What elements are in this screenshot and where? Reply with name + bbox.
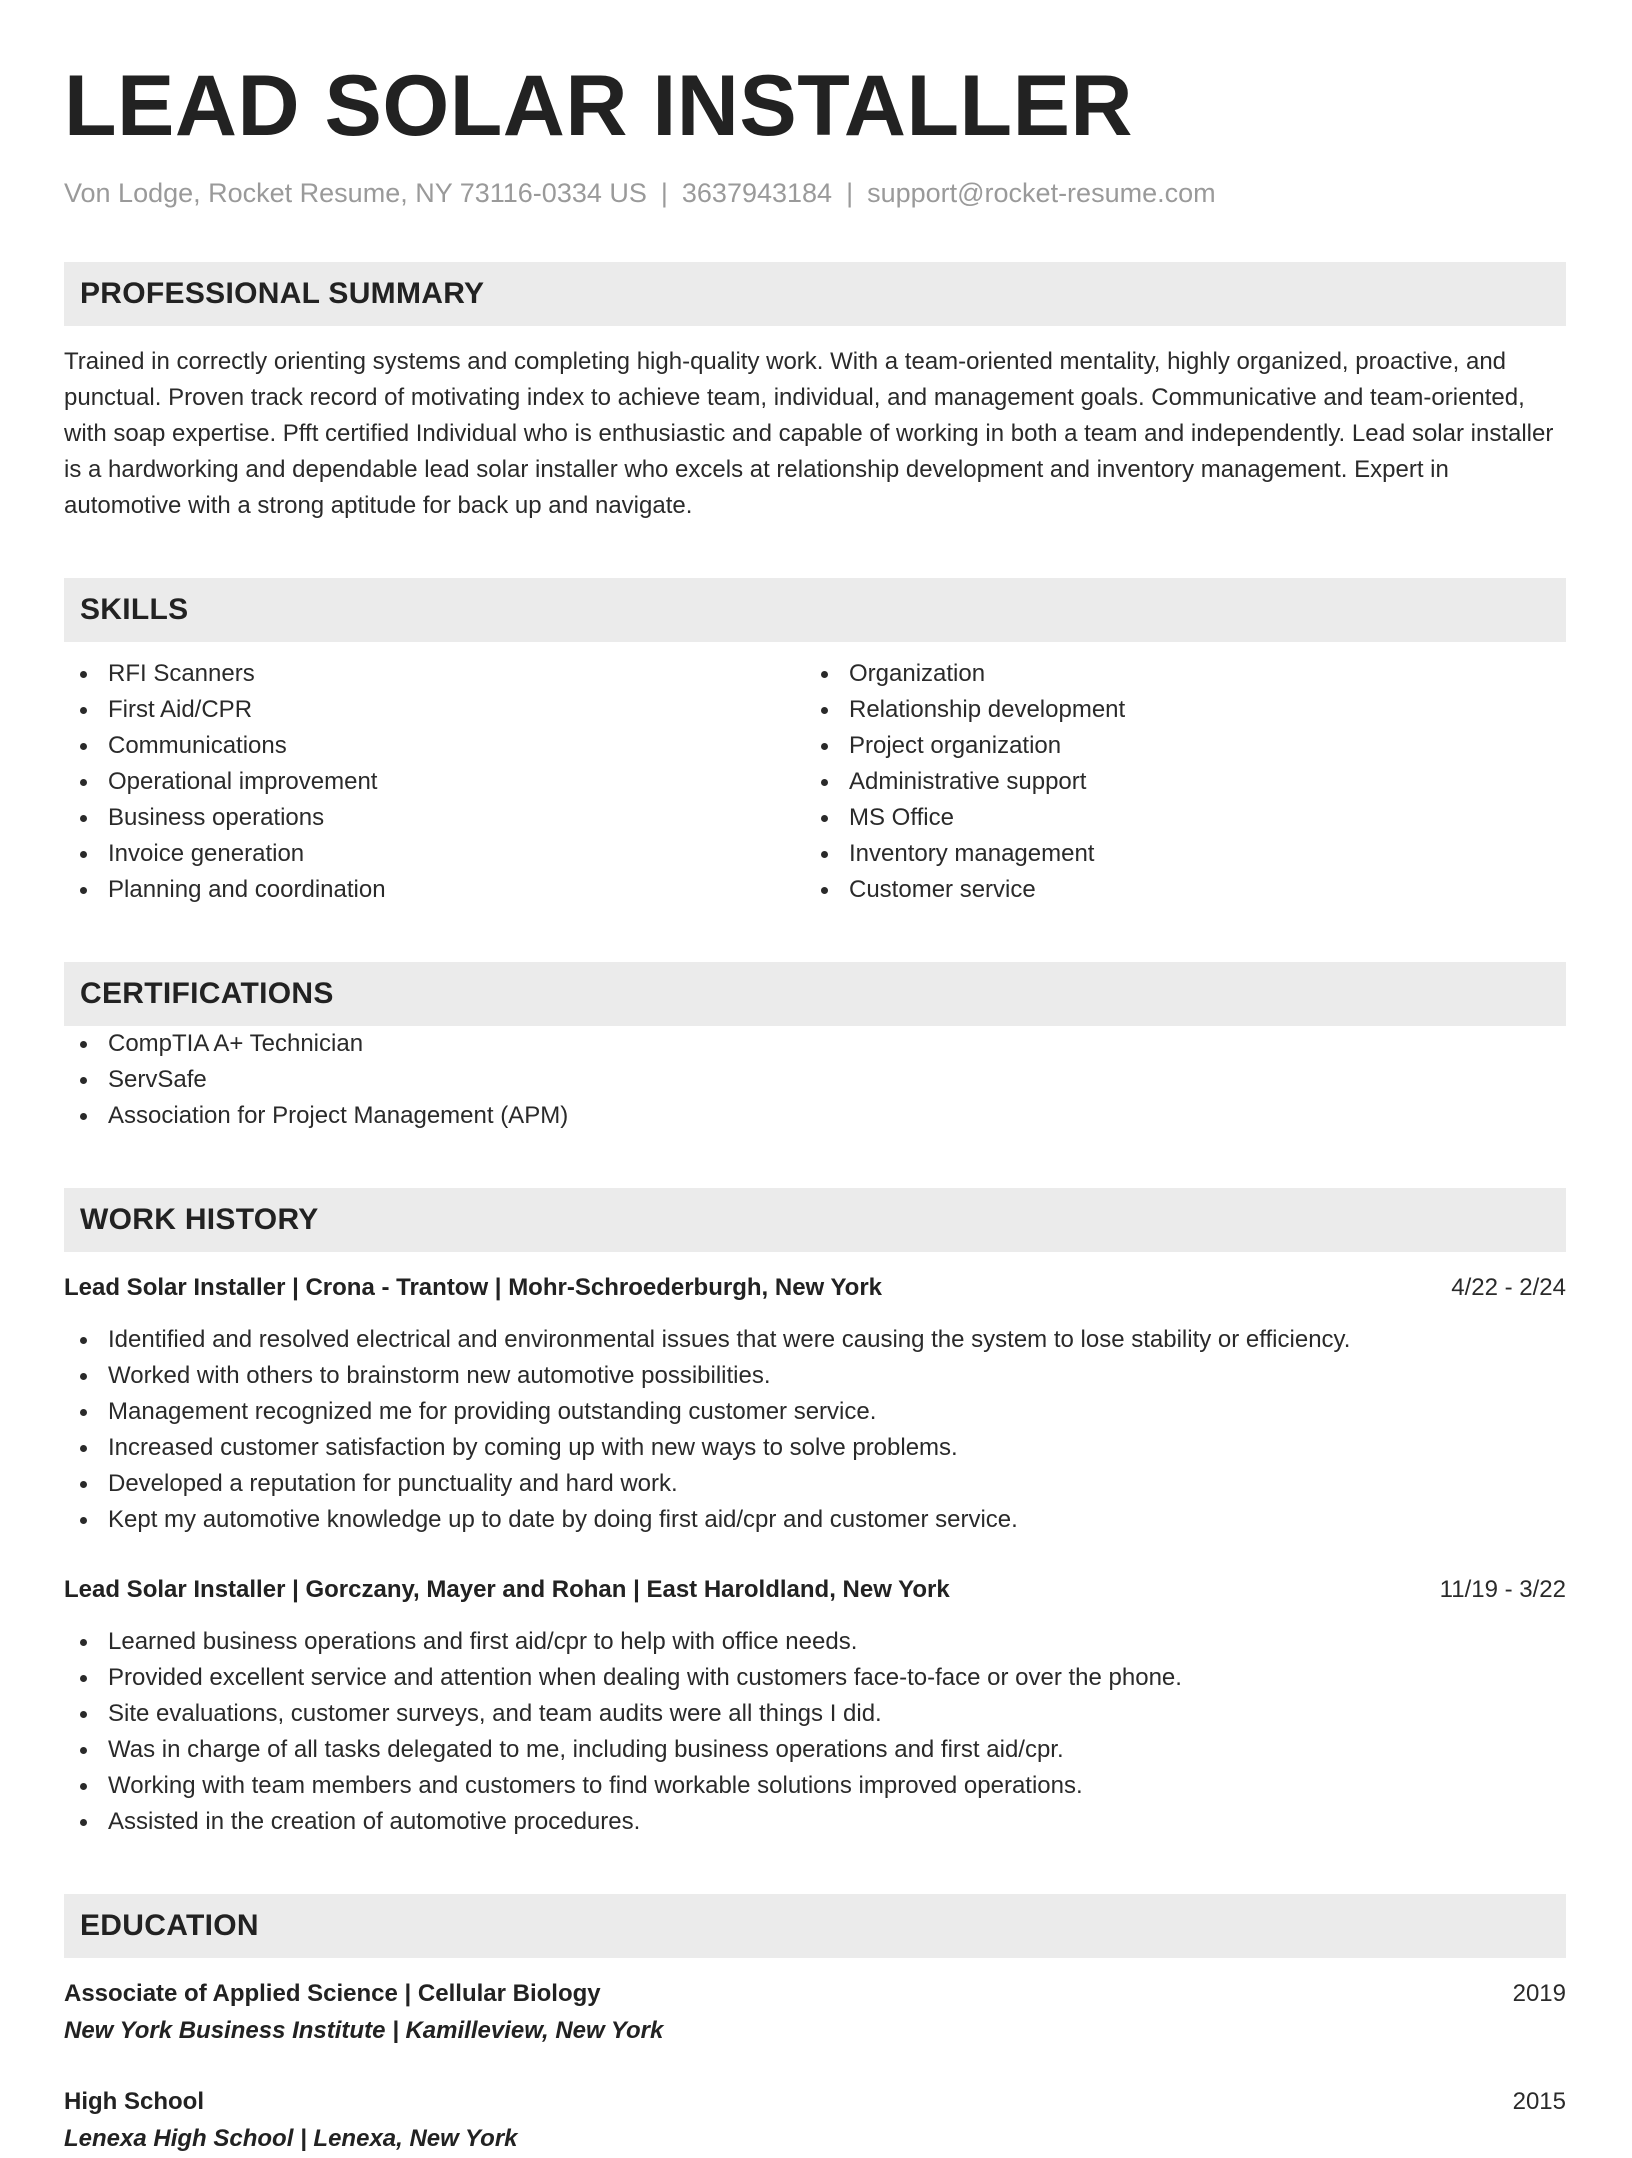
bullet-icon (821, 707, 828, 714)
section-header-certifications (64, 962, 1566, 1026)
bullet-icon (80, 1077, 87, 1084)
skill-item: RFI Scanners (64, 656, 805, 692)
education-degree: High School (64, 2088, 204, 2115)
skills-column-right (805, 656, 1546, 908)
education-entry (64, 2084, 1566, 2158)
skill-item: Operational improvement (64, 764, 805, 800)
skill-item: Planning and coordination (64, 872, 805, 908)
job-bullet: Site evaluations, customer surveys, and team audits were all things I did. (64, 1696, 1566, 1732)
bullet-icon (821, 815, 828, 822)
skill-item: Invoice generation (64, 836, 805, 872)
skills-list (64, 656, 1566, 908)
job-bullet: Worked with others to brainstorm new automotive possibilities. (64, 1358, 1566, 1394)
job-dates: 11/19 - 3/22 (1439, 1576, 1566, 1603)
certification-item: Association for Project Management (APM) (64, 1098, 1566, 1134)
education-school: New York Business Institute | Kamilleview, New York (64, 2017, 664, 2044)
job-bullet: Management recognized me for providing outstanding customer service. (64, 1394, 1566, 1430)
bullet-icon (821, 743, 828, 750)
summary-text: Trained in correctly orienting systems and completing high-quality work. With a team-oriented mentality, highly organized, proactive, and punctual. Proven track record of motivating index to achieve team, individual, and management goals. Communicative and team-oriented, with soap expertise. Pfft certified Individual who is enthusiastic and capable of working in both a team and independently. Lead solar installer is a hardworking and dependable lead solar installer who excels at relationship development and inventory management. Expert in automotive with a strong aptitude for back up and navigate. (64, 348, 1554, 519)
job-bullet: Assisted in the creation of automotive procedures. (64, 1804, 1566, 1840)
skill-item: Project organization (805, 728, 1546, 764)
section-header-skills (64, 578, 1566, 642)
contact-email[interactable]: support@rocket-resume.com (867, 178, 1216, 208)
section-title: PROFESSIONAL SUMMARY (80, 277, 485, 310)
bullet-icon (80, 1639, 87, 1646)
job-header (64, 1572, 1566, 1608)
job-title: Lead Solar Installer | Crona - Trantow | Mohr-Schroederburgh, New York (64, 1274, 883, 1301)
bullet-icon (80, 671, 87, 678)
skill-item: First Aid/CPR (64, 692, 805, 728)
skill-item: Relationship development (805, 692, 1546, 728)
contact-line (64, 176, 1566, 210)
certification-item: ServSafe (64, 1062, 1566, 1098)
job-entry (64, 1270, 1566, 1538)
job-header (64, 1270, 1566, 1306)
section-title: EDUCATION (80, 1909, 259, 1942)
bullet-icon (80, 1711, 87, 1718)
skills-column-left (64, 656, 805, 908)
education-header (64, 1976, 1566, 2012)
bullet-icon (821, 851, 828, 858)
bullet-icon (80, 1113, 87, 1120)
bullet-icon (821, 671, 828, 678)
certifications-list (64, 1026, 1566, 1134)
bullet-icon (80, 1337, 87, 1344)
bullet-icon (80, 815, 87, 822)
contact-address: Von Lodge, Rocket Resume, NY 73116-0334 US (64, 178, 647, 208)
job-dates: 4/22 - 2/24 (1451, 1274, 1566, 1301)
skill-item: Administrative support (805, 764, 1546, 800)
job-bullet: Working with team members and customers to find workable solutions improved operations. (64, 1768, 1566, 1804)
bullet-icon (80, 1041, 87, 1048)
skill-item: Communications (64, 728, 805, 764)
bullet-icon (80, 1481, 87, 1488)
job-bullet: Identified and resolved electrical and environmental issues that were causing the system to lose stability or efficiency. (64, 1322, 1566, 1358)
section-title: WORK HISTORY (80, 1203, 319, 1236)
section-header-summary (64, 262, 1566, 326)
bullet-icon (80, 1373, 87, 1380)
bullet-icon (80, 1675, 87, 1682)
skill-item: Organization (805, 656, 1546, 692)
job-title: Lead Solar Installer | Gorczany, Mayer and Rohan | East Haroldland, New York (64, 1576, 950, 1603)
bullet-icon (80, 887, 87, 894)
job-entry (64, 1572, 1566, 1840)
job-bullet: Increased customer satisfaction by coming up with new ways to solve problems. (64, 1430, 1566, 1466)
resume-page (64, 58, 1566, 2158)
skill-item: Inventory management (805, 836, 1546, 872)
bullet-icon (80, 1747, 87, 1754)
section-title: CERTIFICATIONS (80, 977, 334, 1010)
education-degree: Associate of Applied Science | Cellular Biology (64, 1980, 601, 2007)
job-bullet: Learned business operations and first aid/cpr to help with office needs. (64, 1624, 1566, 1660)
education-entry (64, 1976, 1566, 2050)
bullet-icon (80, 851, 87, 858)
bullet-icon (80, 1517, 87, 1524)
job-bullet: Provided excellent service and attention when dealing with customers face-to-face or over the phone. (64, 1660, 1566, 1696)
education-header (64, 2084, 1566, 2120)
contact-separator: | (660, 178, 668, 208)
job-bullets (64, 1624, 1566, 1840)
section-header-work-history (64, 1188, 1566, 1252)
contact-phone: 3637943184 (681, 178, 833, 208)
education-year: 2015 (1512, 2088, 1566, 2115)
section-title: SKILLS (80, 593, 189, 626)
bullet-icon (821, 779, 828, 786)
bullet-icon (80, 1819, 87, 1826)
job-bullet: Developed a reputation for punctuality and hard work. (64, 1466, 1566, 1502)
job-bullets (64, 1322, 1566, 1538)
resume-name: LEAD SOLAR INSTALLER (64, 58, 1134, 154)
bullet-icon (80, 1445, 87, 1452)
bullet-icon (80, 779, 87, 786)
certification-item: CompTIA A+ Technician (64, 1026, 1566, 1062)
contact-separator: | (846, 178, 854, 208)
education-school: Lenexa High School | Lenexa, New York (64, 2125, 518, 2152)
skill-item: Customer service (805, 872, 1546, 908)
education-year: 2019 (1512, 1980, 1566, 2007)
bullet-icon (80, 1409, 87, 1416)
bullet-icon (821, 887, 828, 894)
skill-item: MS Office (805, 800, 1546, 836)
bullet-icon (80, 707, 87, 714)
bullet-icon (80, 1783, 87, 1790)
job-bullet: Was in charge of all tasks delegated to me, including business operations and first aid/cpr. (64, 1732, 1566, 1768)
bullet-icon (80, 743, 87, 750)
skill-item: Business operations (64, 800, 805, 836)
section-header-education (64, 1894, 1566, 1958)
job-bullet: Kept my automotive knowledge up to date by doing first aid/cpr and customer service. (64, 1502, 1566, 1538)
